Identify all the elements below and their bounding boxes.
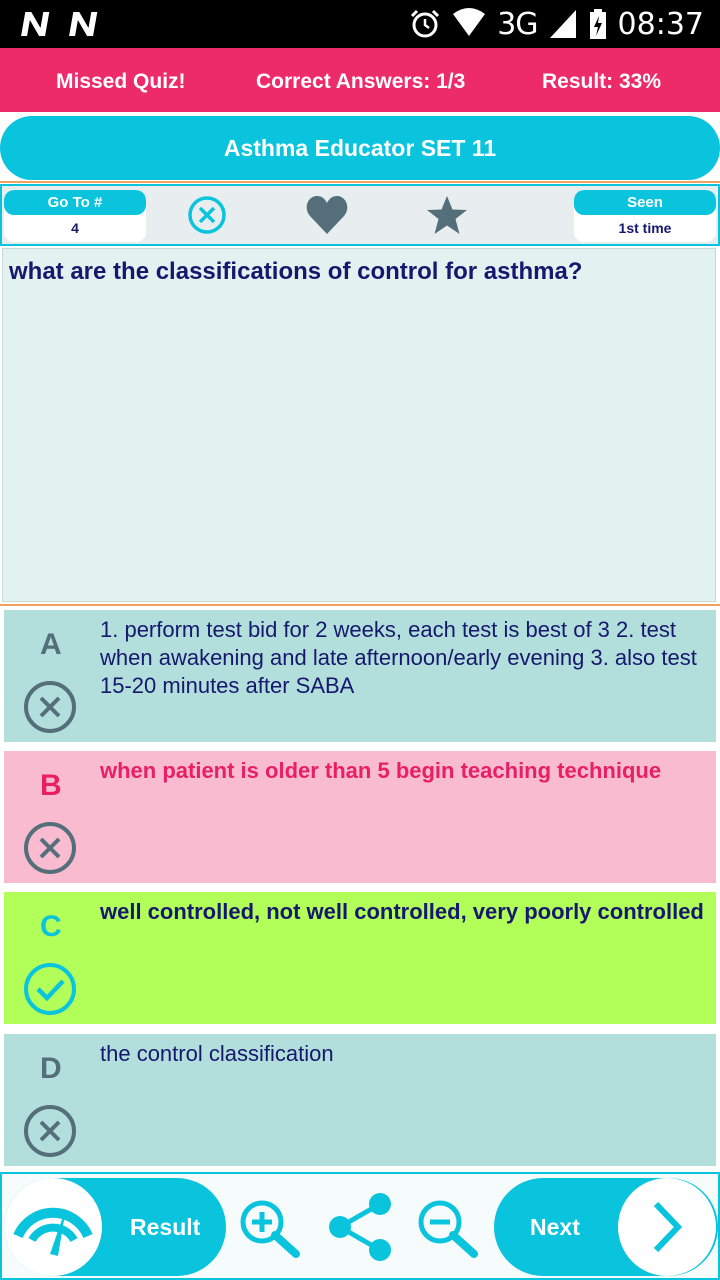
answer-letter: C xyxy=(40,910,62,943)
question-toolbar xyxy=(0,184,720,246)
answer-text: well controlled, not well controlled, very poorly controlled xyxy=(100,899,704,924)
wrong-mark-icon xyxy=(23,680,77,734)
seen-value: 1st time xyxy=(618,220,672,236)
clear-circle-icon[interactable] xyxy=(186,194,228,236)
speedometer-icon-wrap xyxy=(4,1178,102,1276)
divider xyxy=(0,604,720,606)
battery-charging-icon xyxy=(588,8,608,40)
answer-letter: B xyxy=(40,769,62,802)
divider xyxy=(0,181,720,183)
speedometer-icon xyxy=(4,1178,102,1276)
next-button[interactable] xyxy=(494,1178,718,1276)
seen-badge xyxy=(574,190,716,242)
share-icon[interactable] xyxy=(326,1190,396,1264)
question-text: what are the classifications of control for asthma? xyxy=(9,258,583,285)
result-button[interactable] xyxy=(4,1178,226,1276)
quiz-summary-bar xyxy=(0,48,720,112)
check-mark-icon xyxy=(23,962,77,1016)
answer-option-d[interactable] xyxy=(4,1034,716,1166)
set-title: Asthma Educator SET 11 xyxy=(0,116,720,180)
chevron-icon-wrap xyxy=(618,1178,716,1276)
seen-label: Seen xyxy=(574,190,716,215)
alarm-icon xyxy=(409,8,441,40)
answer-option-b[interactable] xyxy=(4,751,716,883)
goto-label: Go To # xyxy=(4,190,146,215)
notification-n-icon xyxy=(66,8,98,40)
missed-quiz-label: Missed Quiz! xyxy=(56,70,186,93)
bottom-bar xyxy=(0,1172,720,1280)
answer-option-a[interactable] xyxy=(4,610,716,742)
question-panel xyxy=(2,248,716,602)
chevron-right-icon xyxy=(618,1178,716,1276)
result-label: Result: 33% xyxy=(542,70,662,93)
heart-icon[interactable] xyxy=(305,194,349,236)
answer-letter: D xyxy=(40,1052,62,1085)
answer-option-c[interactable] xyxy=(4,892,716,1024)
clock: 08:37 xyxy=(617,6,704,42)
zoom-out-icon[interactable] xyxy=(416,1198,480,1258)
network-type: 3G xyxy=(497,6,538,42)
correct-answers-label: Correct Answers: 1/3 xyxy=(256,70,466,93)
zoom-in-icon[interactable] xyxy=(238,1198,302,1258)
wrong-mark-icon xyxy=(23,821,77,875)
notification-n-icon xyxy=(18,8,50,40)
wrong-mark-icon xyxy=(23,1104,77,1158)
star-icon[interactable] xyxy=(425,194,469,236)
answer-text: the control classification xyxy=(100,1041,334,1066)
answer-letter: A xyxy=(40,628,62,661)
goto-value: 4 xyxy=(71,220,79,236)
goto-button[interactable] xyxy=(4,190,146,242)
signal-icon xyxy=(548,8,578,40)
answer-text: 1. perform test bid for 2 weeks, each test is best of 3 2. test when awakening and late afternoon/early evening 3. also test 15-20 minutes after SABA xyxy=(100,617,697,698)
wifi-icon xyxy=(451,8,487,40)
next-button-label: Next xyxy=(530,1214,580,1240)
status-bar xyxy=(0,0,720,48)
result-button-label: Result xyxy=(130,1214,201,1240)
answer-text: when patient is older than 5 begin teaching technique xyxy=(100,758,662,783)
